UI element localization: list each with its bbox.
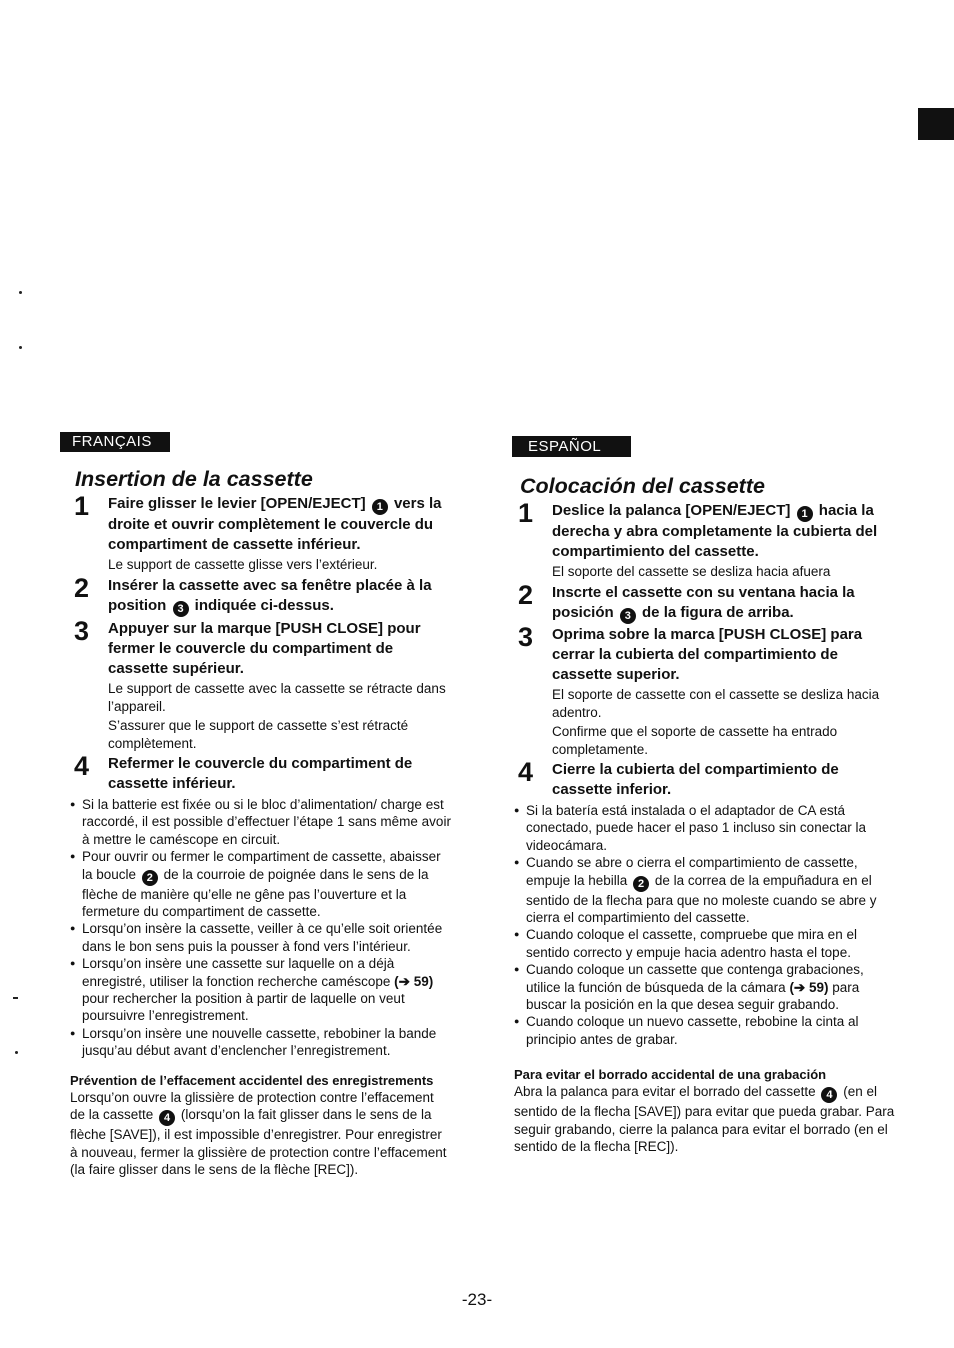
list-item [514, 854, 896, 926]
list-item [70, 848, 452, 920]
prevention-text-part: Lorsqu’on ouvre la glissière de protection contre l’effacement de la cassette [70, 1089, 434, 1123]
step-text: Deslice la palanca [OPEN/EJECT] [552, 502, 791, 519]
circled-number-icon: 1 [797, 506, 813, 522]
circled-number-icon: 3 [620, 608, 636, 624]
step-title [108, 494, 452, 555]
list-item [514, 961, 896, 1013]
step-text: Inscrte el cassette con su ventana hacia la posición [552, 584, 855, 621]
step-number: 3 [518, 622, 534, 652]
circled-number-icon: 3 [173, 601, 189, 617]
prevention-text-part: Abra la palanca para evitar el borrado del cassette [514, 1084, 816, 1100]
step-3 [60, 616, 452, 753]
step-2 [512, 580, 896, 624]
margin-dot [15, 1051, 18, 1054]
step-note: Le support de cassette glisse vers l’extérieur. [108, 557, 378, 572]
step-text: Faire glisser le levier [OPEN/EJECT] [108, 495, 366, 512]
circled-number-icon: 2 [633, 876, 649, 892]
page-reference: (➔ 59) [789, 979, 829, 995]
step-title: Cierre la cubierta del compartimiento de cassette inferior. [552, 761, 839, 798]
prevention-text [514, 1083, 896, 1155]
step-number: 2 [74, 573, 90, 603]
step-1 [60, 491, 452, 574]
step-title [108, 576, 452, 617]
step-4 [60, 751, 452, 794]
list-text: Cuando coloque un cassette que contenga grabaciones, utilice la función de búsqueda de la cámara [526, 962, 864, 995]
step-title [552, 583, 896, 624]
step-number: 1 [518, 498, 534, 528]
language-tag: FRANÇAIS [60, 432, 170, 452]
circled-number-icon: 1 [372, 499, 388, 515]
page-reference: (➔ 59) [394, 973, 434, 989]
prevention-heading: Prévention de l’effacement accidentel des enregistrements [70, 1072, 434, 1088]
step-number: 4 [518, 757, 534, 787]
list-item [70, 955, 452, 1025]
circled-number-icon: 4 [821, 1087, 837, 1103]
list-text: Pour ouvrir ou fermer le compartiment de cassette, abaisser la boucle [82, 849, 441, 882]
step-text: hacia la derecha y abra completamente la cubierta del compartimiento del cassette. [552, 502, 878, 560]
step-number: 3 [74, 616, 90, 646]
list-item: ● Cuando coloque el cassette, compruebe que mira en el sentido correcto y empuje hacia adentro hasta el tope. [514, 926, 896, 961]
step-note: Confirme que el soporte de cassette ha entrado completamente. [552, 724, 838, 757]
step-note: Le support de cassette avec la cassette se rétracte dans l’appareil. [108, 681, 446, 714]
notes-list [514, 802, 896, 1048]
page-edge-marker [918, 108, 954, 140]
list-text: para buscar la posición en la que desea seguir grabando. [526, 979, 860, 1013]
step-note: El soporte de cassette con el cassette se desliza hacia adentro. [552, 687, 880, 720]
margin-dot [19, 291, 22, 294]
prevention-heading: Para evitar el borrado accidental de una grabación [514, 1067, 827, 1083]
list-item: ● Cuando coloque un nuevo cassette, rebobine la cinta al principio antes de grabar. [514, 1013, 896, 1048]
prevention-text [70, 1089, 452, 1179]
notes-list [70, 796, 452, 1060]
section-title: Colocación del cassette [520, 474, 765, 498]
step-2 [60, 573, 452, 617]
step-note: El soporte del cassette se desliza hacia afuera [552, 564, 831, 579]
step-note: S’assurer que le support de cassette s’est rétracté complètement. [108, 718, 409, 751]
step-text: Insérer la cassette avec sa fenêtre placée à la position [108, 577, 432, 614]
step-3 [512, 622, 896, 759]
step-text: indiquée ci-dessus. [194, 597, 334, 614]
step-text: de la figura de arriba. [642, 604, 794, 621]
list-text: Cuando se abre o cierra el compartimiento de cassette, empuje la hebilla [526, 855, 858, 888]
circled-number-icon: 4 [159, 1110, 175, 1126]
language-tag: ESPAÑOL [512, 436, 631, 457]
page-number: -23- [461, 1290, 493, 1309]
step-title: Appuyer sur la marque [PUSH CLOSE] pour fermer le couvercle du compartiment de cassette supérieur. [108, 620, 421, 677]
list-text: pour rechercher la position à partir de laquelle on veut poursuivre l’enregistrement. [82, 991, 405, 1024]
list-text: de la correa de la empuñadura en el sentido de la flecha para que no moleste cuando se abre y cierra el compartimiento del cassette. [526, 872, 877, 926]
list-item: ● Si la batería está instalada o el adaptador de CA está conectado, puede hacer el paso 1 incluso sin conectar la videocámara. [514, 802, 896, 854]
french-column [60, 432, 452, 1178]
list-text: de la courroie de poignée dans le sens de la flèche de manière qu’elle ne gêne pas l’ouverture et la fermeture du compartiment de cassette. [82, 866, 429, 920]
step-number: 4 [74, 751, 90, 781]
step-number: 1 [74, 491, 90, 521]
list-item: ● Lorsqu’on insère une nouvelle cassette, rebobiner la bande jusqu’au début avant d’enclencher l’enregistrement. [70, 1025, 452, 1060]
list-item: ● Si la batterie est fixée ou si le bloc d’alimentation/ charge est raccordé, il est possible d’effectuer l’étape 1 sans même avoir à mettre le caméscope en circuit. [70, 796, 452, 848]
step-number: 2 [518, 580, 534, 610]
margin-dot [13, 997, 18, 999]
step-title: Refermer le couvercle du compartiment de cassette inférieur. [108, 755, 413, 792]
list-item: ● Lorsqu’on insère la cassette, veiller à ce qu’elle soit orientée dans le bon sens puis la pousser à fond vers l’intérieur. [70, 920, 452, 955]
prevention-text-part: (en el sentido de la flecha [SAVE]) para evitar que pueda grabar. Para seguir grabando, cierre la palanca para evitar el borrado (en el sentido de la flecha [REC]). [514, 1084, 895, 1155]
circled-number-icon: 2 [142, 870, 158, 886]
spanish-column [512, 436, 896, 1156]
step-1 [512, 498, 896, 581]
section-title: Insertion de la cassette [75, 467, 313, 491]
prevention-text-part: (lorsqu’on la fait glisser dans le sens de la flèche [SAVE]), il est impossible d’enregistrer. Pour enregistrer à nouveau, fermer la glissière de protection contre l’effacement (la faire glisser dans le sens de la flèche [REC]). [70, 1107, 447, 1177]
margin-dot [19, 346, 22, 349]
list-text: Lorsqu’on insère une cassette sur laquelle on a déjà enregistré, utiliser la fonction recherche caméscope [82, 956, 395, 989]
step-title: Oprima sobre la marca [PUSH CLOSE] para cerrar la cubierta del compartimiento de cassette superior. [552, 626, 863, 683]
step-title [552, 501, 896, 562]
step-text: vers la droite et ouvrir complètement le couvercle du compartiment de cassette inférieur. [108, 495, 442, 553]
step-4 [512, 757, 896, 800]
